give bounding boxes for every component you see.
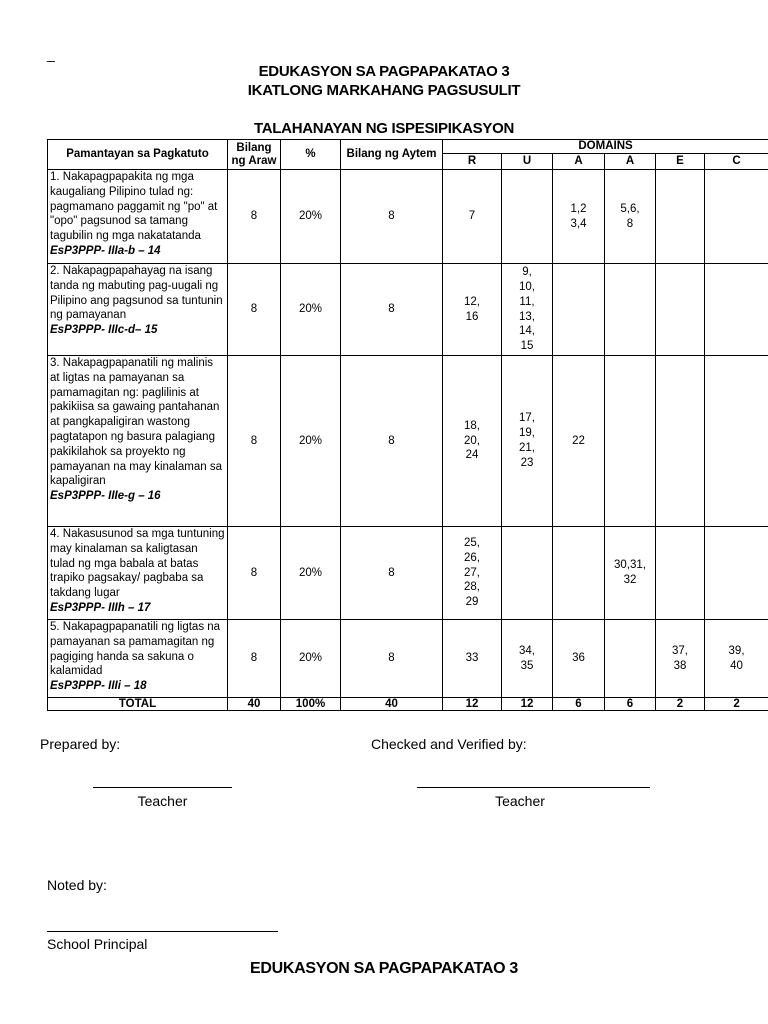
document-subtitle: IKATLONG MARKAHANG PAGSUSULIT (247, 82, 521, 99)
competency-text: 4. Nakasusunod sa mga tuntuning may kinalaman sa kaligtasan tulad ng mga babala at batas trapiko pagsakay/ pagbaba sa takdang lugar (50, 528, 225, 600)
competency-text: 5. Nakapagpapanatili ng ligtas na pamayanan sa pamamagitan ng pagiging handa sa sakuna o kalamidad (50, 621, 221, 678)
stray-mark: _ (47, 46, 55, 62)
header-domain-u: U (502, 154, 553, 170)
competency-code: EsP3PPP- IIIi – 18 (50, 680, 147, 693)
domain-a2-cell: 30,31, 32 (605, 527, 656, 620)
noted-by-label: Noted by: (47, 877, 107, 893)
domain-r-cell: 25, 26, 27, 28, 29 (443, 527, 502, 620)
bilang-araw-cell: 8 (228, 527, 281, 620)
domain-e-cell (656, 264, 705, 356)
competency-cell (48, 527, 228, 620)
bilang-aytem-cell: 8 (341, 527, 443, 620)
checked-signature-line (417, 787, 650, 788)
bilang-araw-cell: 8 (228, 264, 281, 356)
competency-code: EsP3PPP- IIIc-d– 15 (50, 324, 158, 337)
domain-a1-cell: 36 (553, 620, 605, 698)
percent-cell: 20% (281, 620, 341, 698)
domain-u-cell (502, 527, 553, 620)
total-label: TOTAL (48, 698, 228, 711)
domain-c-cell (705, 264, 768, 356)
bilang-aytem-cell: 8 (341, 170, 443, 264)
prepared-role: Teacher (137, 793, 188, 809)
domain-r-cell: 7 (443, 170, 502, 264)
competency-text: 2. Nakapagpapahayag na isang tanda ng mabuting pag-uugali ng Pilipino ang pagsunod sa tuntunin ng pamayanan (50, 265, 223, 322)
bilang-aytem-cell: 8 (341, 264, 443, 356)
document-title: EDUKASYON SA PAGPAPAKATAO 3 (258, 63, 510, 80)
domain-u-cell: 17, 19, 21, 23 (502, 356, 553, 527)
principal-signature-line (47, 931, 278, 932)
table-row (48, 620, 768, 698)
total-domain-r: 12 (443, 698, 502, 711)
header-pamantayan: Pamantayan sa Pagkatuto (48, 140, 228, 170)
domain-c-cell: 39, 40 (705, 620, 768, 698)
checked-role: Teacher (495, 793, 545, 809)
competency-code: EsP3PPP- IIIa-b – 14 (50, 244, 161, 257)
domain-u-cell (502, 170, 553, 264)
checked-by-label: Checked and Verified by: (371, 736, 527, 752)
total-percent: 100% (281, 698, 341, 711)
competency-text: 3. Nakapagpapanatili ng malinis at ligtas na pamayanan sa pamamagitan ng: paglilinis at pakikiisa sa gawaing pantahanan at pangkapaligiran wastong pagtatapon ng basura palagiang pakikilahok sa proyekto ng pamayanan na may kinalaman sa kapaligiran (50, 357, 222, 488)
competency-cell (48, 356, 228, 527)
total-row (48, 698, 768, 711)
bilang-araw-cell: 8 (228, 170, 281, 264)
table-row (48, 356, 768, 527)
domain-a2-cell (605, 264, 656, 356)
domain-e-cell (656, 170, 705, 264)
table-of-specifications (47, 139, 768, 711)
header-bilang-aytem: Bilang ng Aytem (341, 140, 443, 170)
header-bilang-araw: Bilang ng Araw (228, 140, 281, 170)
table-row (48, 170, 768, 264)
total-araw: 40 (228, 698, 281, 711)
principal-role: School Principal (47, 936, 148, 952)
competency-text: 1. Nakapagpapakita ng mga kaugaliang Pilipino tulad ng: pagmamano paggamit ng "po" at "opo" pagsunod sa tamang tagubilin ng mga nakatatanda (50, 171, 218, 243)
header-domain-a1: A (553, 154, 605, 170)
domain-a1-cell (553, 527, 605, 620)
table-row (48, 527, 768, 620)
total-domain-a2: 6 (605, 698, 656, 711)
competency-code: EsP3PPP- IIIe-g – 16 (50, 490, 161, 503)
total-domain-c: 2 (705, 698, 768, 711)
domain-c-cell (705, 527, 768, 620)
bilang-aytem-cell: 8 (341, 356, 443, 527)
percent-cell: 20% (281, 170, 341, 264)
competency-cell (48, 264, 228, 356)
prepared-by-label: Prepared by: (40, 736, 121, 752)
competency-cell (48, 620, 228, 698)
competency-code: EsP3PPP- IIIh – 17 (50, 601, 151, 614)
percent-cell: 20% (281, 527, 341, 620)
percent-cell: 20% (281, 264, 341, 356)
header-percent: % (281, 140, 341, 170)
header-domains: DOMAINS (443, 140, 768, 154)
domain-a1-cell: 22 (553, 356, 605, 527)
domain-a2-cell (605, 620, 656, 698)
total-domain-u: 12 (502, 698, 553, 711)
domain-e-cell (656, 527, 705, 620)
domain-r-cell: 18, 20, 24 (443, 356, 502, 527)
domain-a1-cell: 1,2 3,4 (553, 170, 605, 264)
bilang-aytem-cell: 8 (341, 620, 443, 698)
table-title: TALAHANAYAN NG ISPESIPIKASYON (254, 120, 514, 137)
header-domain-r: R (443, 154, 502, 170)
footer-title: EDUKASYON SA PAGPAPAKATAO 3 (249, 960, 519, 977)
bilang-araw-cell: 8 (228, 620, 281, 698)
domain-a2-cell (605, 356, 656, 527)
bilang-araw-cell: 8 (228, 356, 281, 527)
domain-u-cell: 34, 35 (502, 620, 553, 698)
domain-u-cell: 9, 10, 11, 13, 14, 15 (502, 264, 553, 356)
total-domain-e: 2 (656, 698, 705, 711)
domain-e-cell: 37, 38 (656, 620, 705, 698)
domain-e-cell (656, 356, 705, 527)
domain-r-cell: 12, 16 (443, 264, 502, 356)
percent-cell: 20% (281, 356, 341, 527)
header-domain-a2: A (605, 154, 656, 170)
total-aytem: 40 (341, 698, 443, 711)
domain-a2-cell: 5,6, 8 (605, 170, 656, 264)
prepared-signature-line (93, 787, 232, 788)
total-domain-a1: 6 (553, 698, 605, 711)
domain-a1-cell (553, 264, 605, 356)
competency-cell (48, 170, 228, 264)
domain-c-cell (705, 356, 768, 527)
header-domain-e: E (656, 154, 705, 170)
domain-c-cell (705, 170, 768, 264)
domain-r-cell: 33 (443, 620, 502, 698)
header-domain-c: C (705, 154, 768, 170)
table-row (48, 264, 768, 356)
